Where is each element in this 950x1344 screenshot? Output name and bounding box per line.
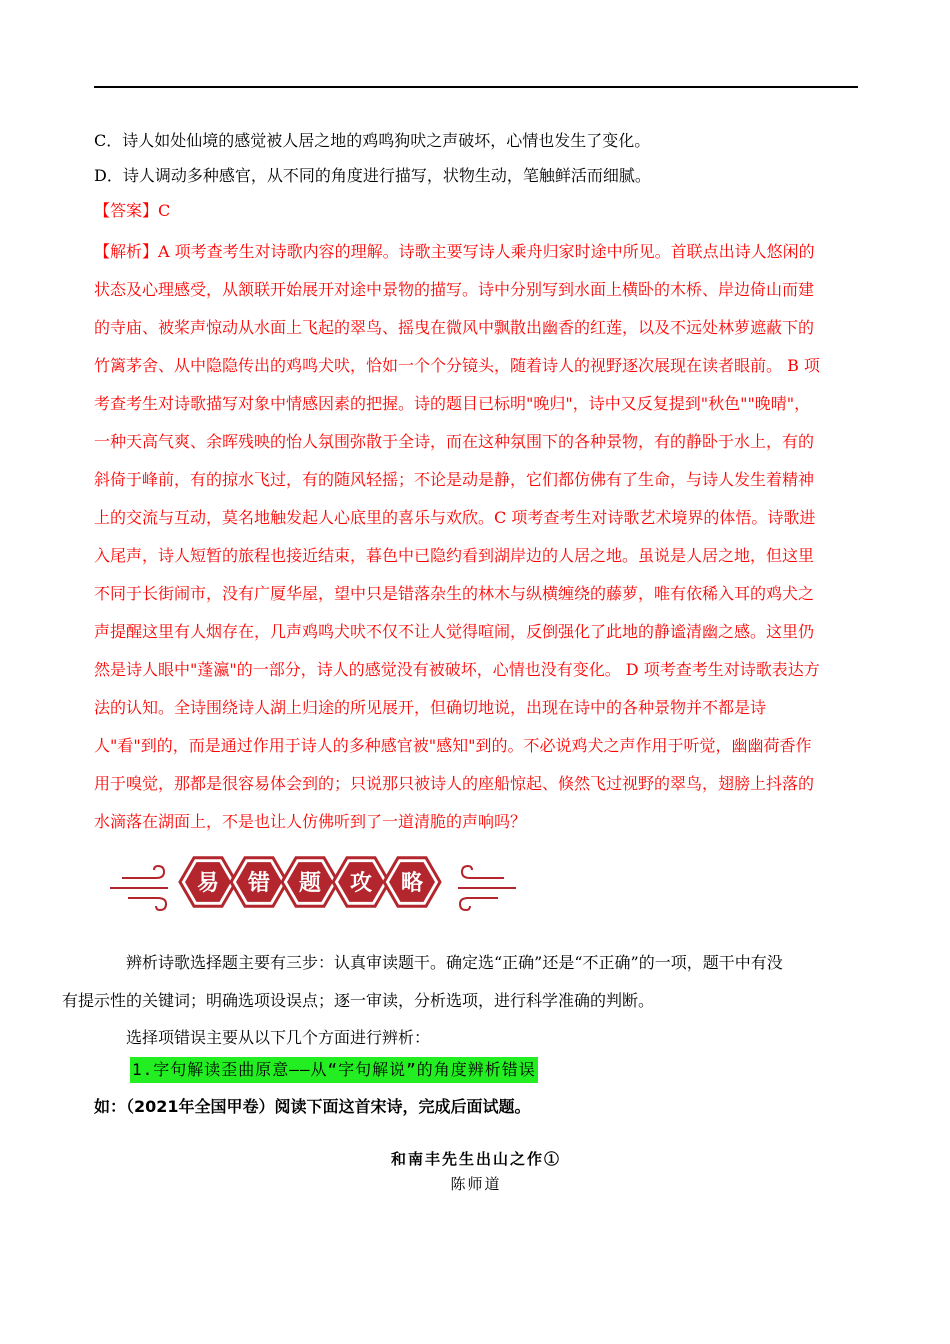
analysis-line: 上的交流与互动，莫名地触发起人心底里的喜乐与欢欣。C 项考查考生对诗歌艺术境界的体悟。诗歌进	[94, 508, 816, 527]
poem-author: 陈师道	[450, 1175, 502, 1193]
analysis-line: 然是诗人眼中"蓬瀛"的一部分，诗人的感觉没有被破坏，心情也没有变化。 D 项考查考生对诗歌表达方	[94, 660, 820, 679]
analysis-line: 斜倚于峰前，有的掠水飞过，有的随风轻摇；不论是动是静，它们都仿佛有了生命，与诗人发生着精神	[94, 470, 815, 489]
analysis-line: 状态及心理感受，从颔联开始展开对途中景物的描写。诗中分别写到水面上横卧的木桥、岸边倚山而建	[94, 280, 815, 299]
option-c: C．诗人如处仙境的感觉被人居之地的鸡鸣狗吠之声破坏，心情也发生了变化。	[94, 131, 651, 150]
banner-char: 易	[196, 871, 220, 896]
banner-right-swirl-icon	[458, 866, 516, 910]
analysis-line: 法的认知。全诗围绕诗人湖上归途的所见展开，但确切地说，出现在诗中的各种景物并不都是诗	[94, 698, 767, 717]
intro-paragraph-2: 选择项错误主要从以下几个方面进行辨析：	[126, 1028, 431, 1047]
analysis-line: 用于嗅觉，那都是很容易体会到的；只说那只被诗人的座船惊起、倏然飞过视野的翠鸟，翅膀上抖落的	[94, 774, 815, 793]
analysis-line: 【解析】A 项考查考生对诗歌内容的理解。诗歌主要写诗人乘舟归家时途中所见。首联点出诗人悠闲的	[94, 242, 815, 261]
analysis-line: 一种天高气爽、余晖残映的怡人氛围弥散于全诗，而在这种氛围下的各种景物，有的静卧于水上，有的	[94, 432, 815, 451]
analysis-line: 声提醒这里有人烟存在，几声鸡鸣犬吠不仅不让人觉得喧闹，反倒强化了此地的静谧清幽之感。这里仍	[94, 622, 815, 641]
analysis-line: 不同于长街闹市，没有广厦华屋，望中只是错落杂生的林木与纵横缠绕的藤萝，唯有依稀入耳的鸡犬之	[94, 584, 815, 603]
analysis-line: 人"看"到的，而是通过作用于诗人的多种感官被"感知"到的。不必说鸡犬之声作用于听觉，幽幽荷香作	[94, 736, 812, 755]
analysis-line: 考查考生对诗歌描写对象中情感因素的把握。诗的题目已标明"晚归"，诗中又反复提到"秋色""晚晴"，	[94, 394, 811, 413]
analysis-line: 的寺庙、被桨声惊动从水面上飞起的翠鸟、摇曳在微风中飘散出幽香的红莲，以及不远处林萝遮蔽下的	[94, 318, 815, 337]
example-line: 如：（2021年全国甲卷）阅读下面这首宋诗，完成后面试题。	[94, 1097, 531, 1116]
analysis-line: 入尾声，诗人短暂的旅程也接近结束，暮色中已隐约看到湖岸边的人居之地。虽说是人居之地，但这里	[94, 546, 815, 565]
analysis-line: 水滴落在湖面上，不是也让人仿佛听到了一道清脆的声响吗？	[94, 812, 527, 831]
intro-line: 辨析诗歌选择题主要有三步：认真审读题干。确定选“正确”还是“不正确”的一项，题干中有没	[126, 953, 783, 972]
highlight-heading: 1.字句解读歪曲原意——从“字句解说”的角度辨析错误	[130, 1057, 538, 1083]
intro-paragraph	[62, 944, 858, 1020]
banner-char: 攻	[349, 871, 373, 896]
intro-line: 有提示性的关键词；明确选项设误点；逐一审读，分析选项，进行科学准确的判断。	[62, 991, 655, 1010]
header-rule	[94, 86, 858, 88]
analysis-line: 竹篱茅舍、从中隐隐传出的鸡鸣犬吠，恰如一个个分镜头，随着诗人的视野逐次展现在读者眼前。 B 项	[94, 356, 820, 375]
option-d: D．诗人调动多种感官，从不同的角度进行描写，状物生动，笔触鲜活而细腻。	[94, 166, 651, 185]
answer-label: 【答案】C	[94, 201, 171, 220]
banner-left-swirl-icon	[110, 866, 168, 910]
banner-char: 略	[400, 871, 424, 896]
banner-char: 错	[247, 871, 271, 896]
banner-char: 题	[298, 871, 322, 896]
poem-title: 和南丰先生出山之作①	[390, 1150, 561, 1168]
error-strategy-banner	[108, 846, 518, 926]
analysis-text	[94, 233, 858, 841]
